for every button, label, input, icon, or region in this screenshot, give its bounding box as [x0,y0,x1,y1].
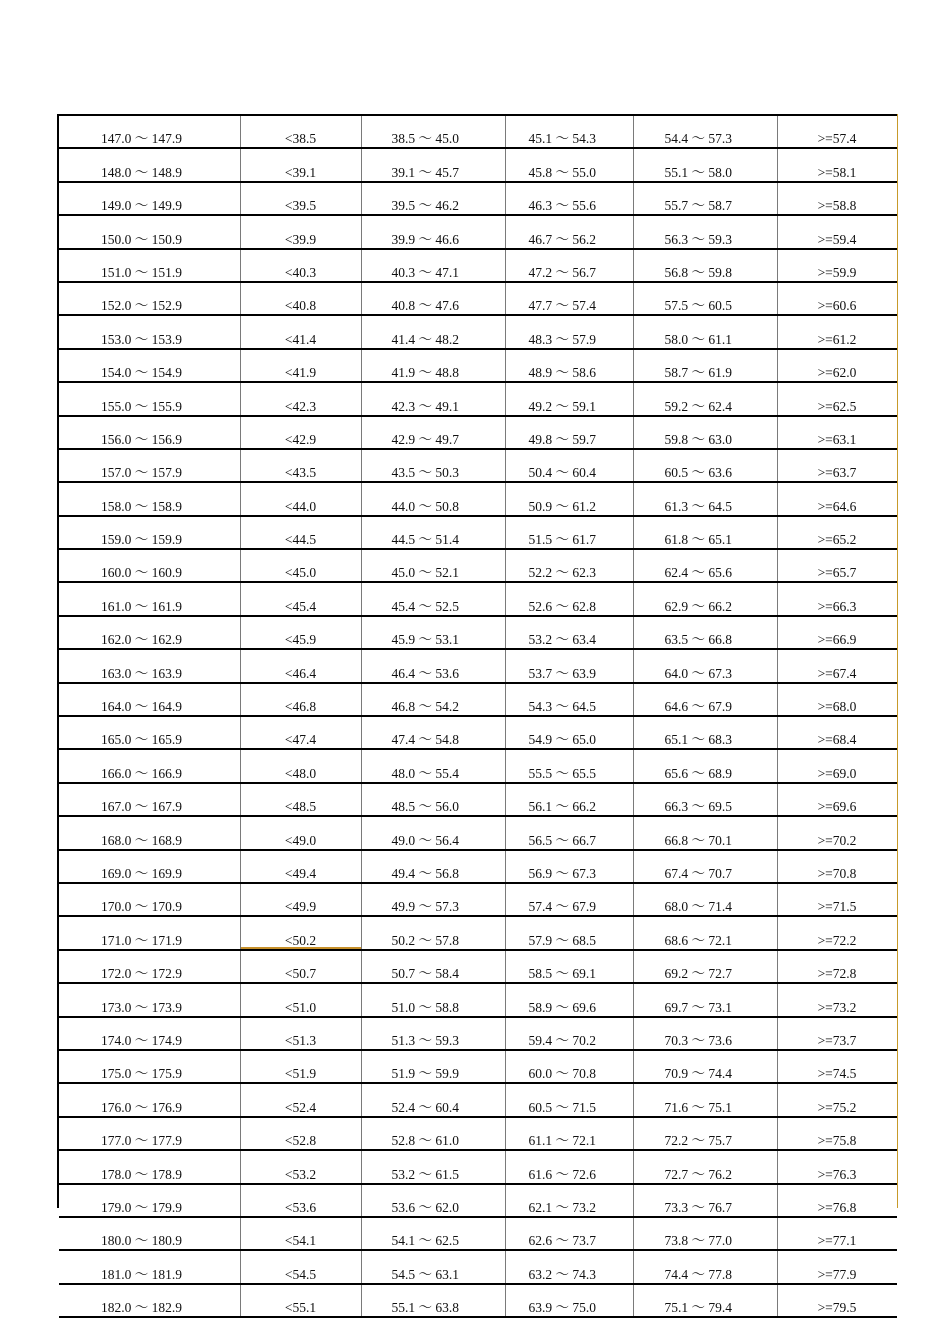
table-cell[interactable]: 47.2 ～ 56.7 [505,249,633,282]
table-cell[interactable]: 170.0 ～ 170.9 [59,883,240,916]
table-cell[interactable]: >=69.6 [777,783,897,816]
table-cell[interactable]: 38.5 ～ 45.0 [361,115,505,148]
table-cell[interactable]: 57.5 ～ 60.5 [633,282,777,315]
table-cell[interactable]: >=62.5 [777,382,897,415]
table-cell[interactable]: 61.8 ～ 65.1 [633,516,777,549]
table-cell[interactable]: 58.7 ～ 61.9 [633,349,777,382]
table-cell[interactable]: >=73.7 [777,1017,897,1050]
table-cell[interactable]: 60.5 ～ 71.5 [505,1083,633,1116]
table-cell[interactable]: >=63.1 [777,416,897,449]
table-cell[interactable]: 46.8 ～ 54.2 [361,683,505,716]
table-cell[interactable]: 52.6 ～ 62.8 [505,582,633,615]
table-cell[interactable]: >=59.9 [777,249,897,282]
table-cell[interactable]: 182.0 ～ 182.9 [59,1284,240,1317]
table-cell[interactable]: 178.0 ～ 178.9 [59,1150,240,1183]
table-row [59,916,897,949]
table-row [59,182,897,215]
table-cell[interactable]: 49.9 ～ 57.3 [361,883,505,916]
table-cell[interactable]: 43.5 ～ 50.3 [361,449,505,482]
table-cell[interactable]: <50.7 [240,950,361,983]
table-cell[interactable]: <44.0 [240,482,361,515]
table-cell[interactable]: 49.0 ～ 56.4 [361,816,505,849]
table-cell[interactable]: 173.0 ～ 173.9 [59,983,240,1016]
table-cell[interactable]: 42.3 ～ 49.1 [361,382,505,415]
table-cell[interactable]: 48.5 ～ 56.0 [361,783,505,816]
table-cell[interactable]: >=76.3 [777,1150,897,1183]
table-cell[interactable]: <53.2 [240,1150,361,1183]
table-row [59,549,897,582]
table-row [59,249,897,282]
table-cell[interactable]: 51.5 ～ 61.7 [505,516,633,549]
table-cell[interactable]: 60.5 ～ 63.6 [633,449,777,482]
table-cell[interactable]: 62.6 ～ 73.7 [505,1217,633,1250]
table-cell[interactable]: 66.8 ～ 70.1 [633,816,777,849]
table-cell[interactable]: 48.9 ～ 58.6 [505,349,633,382]
table-cell[interactable]: 70.9 ～ 74.4 [633,1050,777,1083]
table-cell[interactable]: >=58.1 [777,148,897,181]
table-cell[interactable]: 153.0 ～ 153.9 [59,315,240,348]
table-row [59,582,897,615]
table-cell[interactable]: <49.0 [240,816,361,849]
table-cell[interactable]: 53.2 ～ 63.4 [505,616,633,649]
table-cell[interactable]: 172.0 ～ 172.9 [59,950,240,983]
table-row [59,950,897,983]
table-row [59,349,897,382]
table-cell[interactable]: 66.3 ～ 69.5 [633,783,777,816]
table-cell[interactable]: 48.0 ～ 55.4 [361,749,505,782]
table-cell[interactable]: 151.0 ～ 151.9 [59,249,240,282]
table-cell[interactable]: 160.0 ～ 160.9 [59,549,240,582]
table-cell[interactable]: 54.1 ～ 62.5 [361,1217,505,1250]
table-row [59,416,897,449]
table-cell[interactable]: >=79.5 [777,1284,897,1317]
table-cell[interactable]: >=70.2 [777,816,897,849]
table-cell[interactable]: >=59.4 [777,215,897,248]
table-cell[interactable]: 166.0 ～ 166.9 [59,749,240,782]
table-row [59,783,897,816]
table-row [59,315,897,348]
table-cell[interactable]: <54.1 [240,1217,361,1250]
table-cell[interactable]: >=73.2 [777,983,897,1016]
table-row [59,482,897,515]
table-cell[interactable]: 180.0 ～ 180.9 [59,1217,240,1250]
table-row [59,115,897,148]
table-cell[interactable]: 59.4 ～ 70.2 [505,1017,633,1050]
table-cell[interactable]: 55.1 ～ 58.0 [633,148,777,181]
table-cell[interactable]: 148.0 ～ 148.9 [59,148,240,181]
table-cell[interactable]: 55.1 ～ 63.8 [361,1284,505,1317]
table-cell[interactable]: 41.9 ～ 48.8 [361,349,505,382]
table-cell[interactable]: 74.4 ～ 77.8 [633,1250,777,1283]
table-cell[interactable]: >=63.7 [777,449,897,482]
table-cell[interactable]: 40.3 ～ 47.1 [361,249,505,282]
table-cell[interactable]: 168.0 ～ 168.9 [59,816,240,849]
table-cell[interactable]: 150.0 ～ 150.9 [59,215,240,248]
table-cell[interactable]: 64.6 ～ 67.9 [633,683,777,716]
table-cell[interactable]: >=72.2 [777,916,897,949]
table-cell[interactable]: 54.4 ～ 57.3 [633,115,777,148]
table-cell[interactable]: 61.6 ～ 72.6 [505,1150,633,1183]
table-cell[interactable]: 47.4 ～ 54.8 [361,716,505,749]
table-cell[interactable]: 55.7 ～ 58.7 [633,182,777,215]
table-row [59,883,897,916]
table-cell[interactable]: <44.5 [240,516,361,549]
table-cell[interactable]: 69.2 ～ 72.7 [633,950,777,983]
table-cell[interactable]: 54.3 ～ 64.5 [505,683,633,716]
table-row [59,1050,897,1083]
table-cell[interactable]: >=65.2 [777,516,897,549]
table-cell[interactable]: 47.7 ～ 57.4 [505,282,633,315]
table-cell[interactable]: 62.4 ～ 65.6 [633,549,777,582]
table-cell[interactable]: 63.9 ～ 75.0 [505,1284,633,1317]
table-cell[interactable]: <45.4 [240,582,361,615]
table-cell[interactable]: 45.8 ～ 55.0 [505,148,633,181]
table-cell[interactable]: >=64.6 [777,482,897,515]
table-cell[interactable]: 69.7 ～ 73.1 [633,983,777,1016]
table-cell[interactable]: 52.4 ～ 60.4 [361,1083,505,1116]
table-cell[interactable]: 58.9 ～ 69.6 [505,983,633,1016]
table-cell[interactable]: 45.0 ～ 52.1 [361,549,505,582]
table-row [59,716,897,749]
table-cell[interactable]: 46.3 ～ 55.6 [505,182,633,215]
table-cell[interactable]: >=75.8 [777,1117,897,1150]
table-cell[interactable]: 147.0 ～ 147.9 [59,115,240,148]
table-cell[interactable]: <48.0 [240,749,361,782]
table-row [59,1184,897,1217]
table-row [59,683,897,716]
table-cell[interactable]: 75.1 ～ 79.4 [633,1284,777,1317]
table-cell[interactable]: 41.4 ～ 48.2 [361,315,505,348]
table-cell[interactable]: 68.6 ～ 72.1 [633,916,777,949]
table-cell[interactable]: 57.4 ～ 67.9 [505,883,633,916]
table-row [59,382,897,415]
table-cell[interactable]: 56.9 ～ 67.3 [505,850,633,883]
table-cell[interactable]: 174.0 ～ 174.9 [59,1017,240,1050]
table-cell[interactable]: 62.1 ～ 73.2 [505,1184,633,1217]
table-cell[interactable]: <38.5 [240,115,361,148]
table-cell[interactable]: >=57.4 [777,115,897,148]
table-cell[interactable]: <39.5 [240,182,361,215]
table-cell[interactable]: 57.9 ～ 68.5 [505,916,633,949]
table-row [59,1250,897,1283]
table-row [59,1284,897,1317]
table-cell[interactable]: 50.7 ～ 58.4 [361,950,505,983]
table-cell[interactable]: >=74.5 [777,1050,897,1083]
table-cell[interactable]: <41.9 [240,349,361,382]
table-cell[interactable]: <45.9 [240,616,361,649]
table-cell[interactable]: >=69.0 [777,749,897,782]
table-cell[interactable]: 55.5 ～ 65.5 [505,749,633,782]
table-cell[interactable]: 45.1 ～ 54.3 [505,115,633,148]
table-row [59,616,897,649]
table-row [59,1217,897,1250]
table-cell[interactable]: 39.1 ～ 45.7 [361,148,505,181]
table-cell[interactable]: 49.2 ～ 59.1 [505,382,633,415]
table-row [59,1083,897,1116]
table-cell[interactable]: 53.2 ～ 61.5 [361,1150,505,1183]
table-cell[interactable]: 51.3 ～ 59.3 [361,1017,505,1050]
table-cell[interactable]: 169.0 ～ 169.9 [59,850,240,883]
table-cell[interactable]: 177.0 ～ 177.9 [59,1117,240,1150]
table-cell[interactable]: 50.2 ～ 57.8 [361,916,505,949]
weight-range-table [57,114,898,1316]
table-cell[interactable]: 48.3 ～ 57.9 [505,315,633,348]
table-cell[interactable]: 49.8 ～ 59.7 [505,416,633,449]
table-cell[interactable]: <42.9 [240,416,361,449]
table-cell[interactable]: >=68.0 [777,683,897,716]
table-row [59,749,897,782]
table-cell[interactable]: 68.0 ～ 71.4 [633,883,777,916]
table-cell[interactable]: 158.0 ～ 158.9 [59,482,240,515]
table-cell[interactable]: <43.5 [240,449,361,482]
table-cell[interactable]: 58.0 ～ 61.1 [633,315,777,348]
table-cell[interactable]: 163.0 ～ 163.9 [59,649,240,682]
table-cell[interactable]: >=77.9 [777,1250,897,1283]
table-cell[interactable]: <52.8 [240,1117,361,1150]
table-row [59,649,897,682]
table-cell[interactable]: <46.4 [240,649,361,682]
table-cell[interactable]: 159.0 ～ 159.9 [59,516,240,549]
table-cell[interactable]: 161.0 ～ 161.9 [59,582,240,615]
table-cell[interactable]: 56.8 ～ 59.8 [633,249,777,282]
table-cell[interactable]: <47.4 [240,716,361,749]
table-cell[interactable]: 39.9 ～ 46.6 [361,215,505,248]
table-cell[interactable]: <48.5 [240,783,361,816]
table-cell[interactable]: >=65.7 [777,549,897,582]
table-cell[interactable]: 179.0 ～ 179.9 [59,1184,240,1217]
table-cell[interactable]: >=66.3 [777,582,897,615]
table-cell[interactable]: <51.3 [240,1017,361,1050]
table-cell[interactable]: 53.6 ～ 62.0 [361,1184,505,1217]
table-cell[interactable]: 52.2 ～ 62.3 [505,549,633,582]
table-cell[interactable]: 167.0 ～ 167.9 [59,783,240,816]
table-cell[interactable]: 61.1 ～ 72.1 [505,1117,633,1150]
table-cell[interactable]: 50.4 ～ 60.4 [505,449,633,482]
table-cell[interactable]: 50.9 ～ 61.2 [505,482,633,515]
table-cell[interactable]: 56.5 ～ 66.7 [505,816,633,849]
table-cell[interactable]: 63.2 ～ 74.3 [505,1250,633,1283]
table-cell[interactable]: <49.4 [240,850,361,883]
table-cell[interactable]: 72.2 ～ 75.7 [633,1117,777,1150]
table-cell[interactable]: 61.3 ～ 64.5 [633,482,777,515]
table-cell[interactable]: 39.5 ～ 46.2 [361,182,505,215]
table-cell[interactable]: <40.8 [240,282,361,315]
table-cell[interactable]: <55.1 [240,1284,361,1317]
table-cell[interactable]: 44.0 ～ 50.8 [361,482,505,515]
table-cell[interactable]: >=62.0 [777,349,897,382]
table-cell[interactable]: 157.0 ～ 157.9 [59,449,240,482]
table-cell[interactable]: 59.8 ～ 63.0 [633,416,777,449]
table-cell[interactable]: >=67.4 [777,649,897,682]
table-cell[interactable]: >=61.2 [777,315,897,348]
table-row [59,516,897,549]
table-row [59,215,897,248]
table-cell[interactable]: <45.0 [240,549,361,582]
table-cell[interactable]: >=60.6 [777,282,897,315]
table-row [59,816,897,849]
table-cell[interactable]: >=71.5 [777,883,897,916]
table-cell[interactable]: <54.5 [240,1250,361,1283]
table-cell[interactable]: 52.8 ～ 61.0 [361,1117,505,1150]
table-row [59,1150,897,1183]
table-cell[interactable]: 165.0 ～ 165.9 [59,716,240,749]
table-row [59,1017,897,1050]
table-cell[interactable]: 70.3 ～ 73.6 [633,1017,777,1050]
table-cell[interactable]: 46.7 ～ 56.2 [505,215,633,248]
table-cell[interactable]: 65.6 ～ 68.9 [633,749,777,782]
table-cell[interactable]: 45.9 ～ 53.1 [361,616,505,649]
table-cell[interactable]: <39.9 [240,215,361,248]
table-cell[interactable]: 156.0 ～ 156.9 [59,416,240,449]
table-cell[interactable]: <51.0 [240,983,361,1016]
table-row [59,148,897,181]
table-cell[interactable]: 154.0 ～ 154.9 [59,349,240,382]
table-cell[interactable]: 64.0 ～ 67.3 [633,649,777,682]
table-cell[interactable]: 71.6 ～ 75.1 [633,1083,777,1116]
table-cell[interactable]: <41.4 [240,315,361,348]
table-cell[interactable]: <46.8 [240,683,361,716]
table-row [59,282,897,315]
table-cell[interactable]: 63.5 ～ 66.8 [633,616,777,649]
table-cell[interactable]: <42.3 [240,382,361,415]
table-cell[interactable]: >=72.8 [777,950,897,983]
table-cell[interactable]: <50.2 [240,916,361,949]
table-body [59,115,897,1317]
table-cell[interactable]: 58.5 ～ 69.1 [505,950,633,983]
table-cell[interactable]: 46.4 ～ 53.6 [361,649,505,682]
table-cell[interactable]: 162.0 ～ 162.9 [59,616,240,649]
table-cell[interactable]: <53.6 [240,1184,361,1217]
table-cell[interactable]: 45.4 ～ 52.5 [361,582,505,615]
table-cell[interactable]: >=77.1 [777,1217,897,1250]
table-cell[interactable]: >=76.8 [777,1184,897,1217]
table-cell[interactable]: 164.0 ～ 164.9 [59,683,240,716]
table-cell[interactable]: 149.0 ～ 149.9 [59,182,240,215]
table-cell[interactable]: 171.0 ～ 171.9 [59,916,240,949]
table-cell[interactable]: 42.9 ～ 49.7 [361,416,505,449]
table-cell[interactable]: 53.7 ～ 63.9 [505,649,633,682]
table-cell[interactable]: 44.5 ～ 51.4 [361,516,505,549]
table-cell[interactable]: 62.9 ～ 66.2 [633,582,777,615]
table-cell[interactable]: 56.3 ～ 59.3 [633,215,777,248]
table-cell[interactable]: >=66.9 [777,616,897,649]
table-cell[interactable]: 51.0 ～ 58.8 [361,983,505,1016]
table-cell[interactable]: 59.2 ～ 62.4 [633,382,777,415]
table-cell[interactable]: 176.0 ～ 176.9 [59,1083,240,1116]
table-cell[interactable]: 155.0 ～ 155.9 [59,382,240,415]
table-cell[interactable]: 51.9 ～ 59.9 [361,1050,505,1083]
table-cell[interactable]: 175.0 ～ 175.9 [59,1050,240,1083]
table-cell[interactable]: 181.0 ～ 181.9 [59,1250,240,1283]
table-row [59,983,897,1016]
table-cell[interactable]: 54.5 ～ 63.1 [361,1250,505,1283]
table-cell[interactable]: 60.0 ～ 70.8 [505,1050,633,1083]
table-row [59,1117,897,1150]
table-cell[interactable]: 65.1 ～ 68.3 [633,716,777,749]
table-cell[interactable]: 49.4 ～ 56.8 [361,850,505,883]
table-cell[interactable]: 152.0 ～ 152.9 [59,282,240,315]
table-row [59,850,897,883]
table-cell[interactable]: <51.9 [240,1050,361,1083]
table-cell[interactable]: <49.9 [240,883,361,916]
table-cell[interactable]: >=68.4 [777,716,897,749]
table-cell[interactable]: 67.4 ～ 70.7 [633,850,777,883]
table-cell[interactable]: <39.1 [240,148,361,181]
table-cell[interactable]: >=75.2 [777,1083,897,1116]
table-cell[interactable]: 56.1 ～ 66.2 [505,783,633,816]
table-cell[interactable]: 73.3 ～ 76.7 [633,1184,777,1217]
table-cell[interactable]: <52.4 [240,1083,361,1116]
table-cell[interactable]: >=58.8 [777,182,897,215]
table-row [59,449,897,482]
table-cell[interactable]: <40.3 [240,249,361,282]
table-cell[interactable]: 72.7 ～ 76.2 [633,1150,777,1183]
table-cell[interactable]: >=70.8 [777,850,897,883]
table-cell[interactable]: 54.9 ～ 65.0 [505,716,633,749]
table-cell[interactable]: 73.8 ～ 77.0 [633,1217,777,1250]
table-cell[interactable]: 40.8 ～ 47.6 [361,282,505,315]
